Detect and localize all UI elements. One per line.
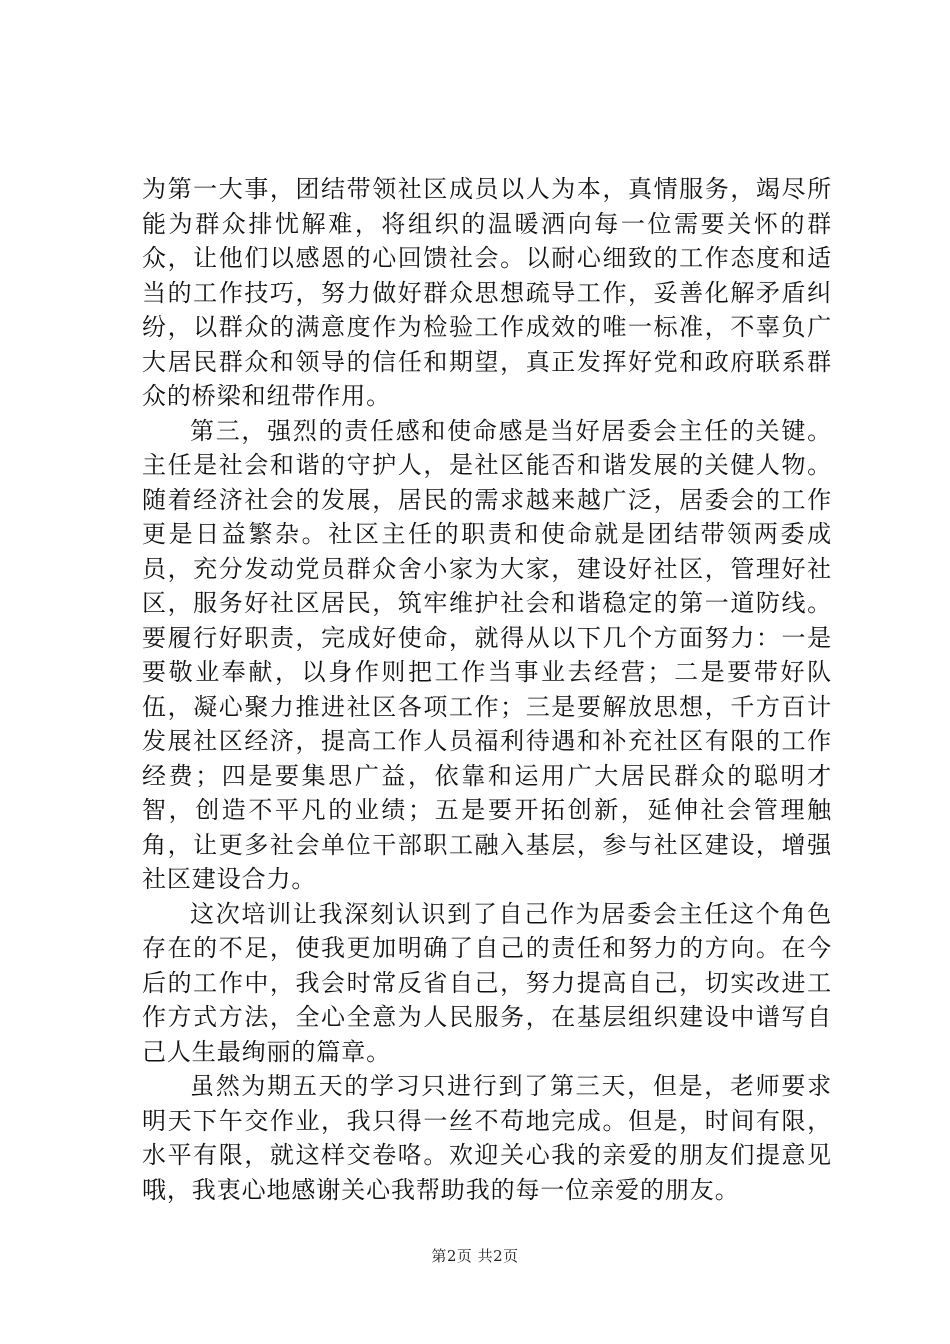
paragraph-closing: 虽然为期五天的学习只进行到了第三天，但是，老师要求明天下午交作业，我只得一丝不苟地完成。但是，时间有限，水平有限，就这样交卷咯。欢迎关心我的亲爱的朋友们提意见哦，我衷心地感谢关心我帮助我的每一位亲爱的朋友。 [142,1072,832,1204]
page-footer: 第2页 共2页 [431,1247,519,1265]
paragraph-training-reflection: 这次培训让我深刻认识到了自己作为居委会主任这个角色存在的不足，使我更加明确了自己的责任和努力的方向。在今后的工作中，我会时常反省自己，努力提高自己，切实改进工作方式方法，全心全意为人民服务，在基层组织建设中谱写自己人生最绚丽的篇章。 [142,899,832,1066]
paragraph-continuation: 为第一大事，团结带领社区成员以人为本，真情服务，竭尽所能为群众排忧解难，将组织的温暖洒向每一位需要关怀的群众，让他们以感恩的心回馈社会。以耐心细致的工作态度和适当的工作技巧，努力做好群众思想疏导工作，妥善化解矛盾纠纷，以群众的满意度作为检验工作成效的唯一标准，不辜负广大居民群众和领导的信任和期望，真正发挥好党和政府联系群众的桥梁和纽带作用。 [142,175,832,410]
document-body [142,172,832,1207]
paragraph-third-point: 第三，强烈的责任感和使命感是当好居委会主任的关键。主任是社会和谐的守护人，是社区能否和谐发展的关健人物。随着经济社会的发展，居民的需求越来越广泛，居委会的工作更是日益繁杂。社区主任的职责和使命就是团结带领两委成员，充分发动党员群众舍小家为大家，建设好社区，管理好社区，服务好社区居民，筑牢维护社会和谐稳定的第一道防线。要履行好职责，完成好使命，就得从以下几个方面努力：一是要敬业奉献，以身作则把工作当事业去经营；二是要带好队伍，凝心聚力推进社区各项工作；三是要解放思想，千方百计发展社区经济，提高工作人员福利待遇和补充社区有限的工作经费；四是要集思广益，依靠和运用广大居民群众的聪明才智，创造不平凡的业绩；五是要开拓创新，延伸社会管理触角，让更多社会单位干部职工融入基层，参与社区建设，增强社区建设合力。 [142,416,832,893]
